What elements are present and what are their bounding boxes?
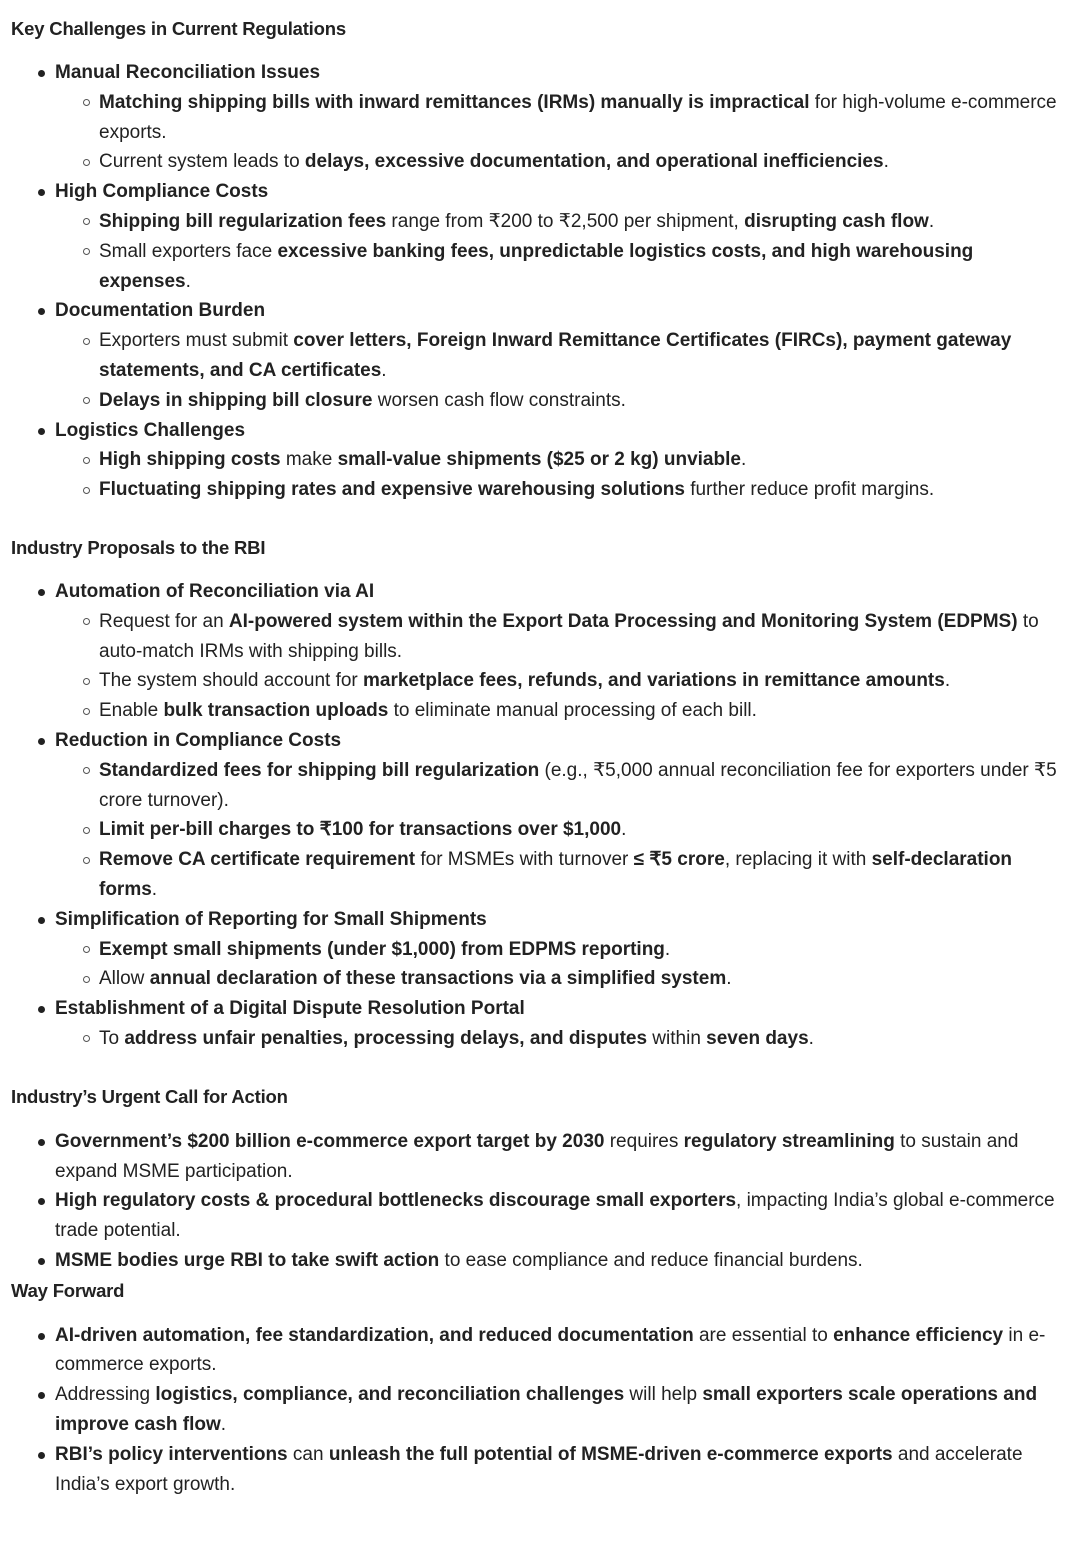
bold-text: self-declaration forms <box>99 849 1013 900</box>
bold-text: regulatory streamlining <box>683 1130 895 1152</box>
bullet-icon <box>83 708 90 715</box>
sub-list-item <box>55 237 1068 297</box>
text: . <box>726 968 732 990</box>
sub-list <box>55 88 1068 177</box>
bullet-icon <box>38 917 45 924</box>
text: can <box>287 1443 329 1465</box>
bullet-icon <box>83 99 90 106</box>
list-item <box>11 1321 1068 1381</box>
text: make <box>280 449 338 471</box>
bold-text: AI-driven automation, fee standardization, and reduced documentation <box>55 1324 694 1346</box>
bullet-icon <box>38 428 45 435</box>
item-title: Simplification of Reporting for Small Shipments <box>55 908 487 930</box>
sub-list-item <box>55 88 1068 148</box>
bold-text: Government’s $200 billion e-commerce export target by 2030 <box>55 1130 605 1152</box>
list-item <box>11 577 1068 726</box>
bullet-icon <box>83 618 90 625</box>
sub-list-item <box>55 207 1068 237</box>
text: . <box>151 878 158 900</box>
text: . <box>664 938 671 960</box>
item-title: Establishment of a Digital Dispute Resolution Portal <box>55 998 525 1020</box>
text: in e-commerce exports. <box>55 1324 1046 1376</box>
bullet-icon <box>83 976 90 983</box>
text: . <box>185 270 191 292</box>
text: . <box>928 210 935 232</box>
bold-text: AI-powered system within the Export Data Processing and Monitoring System (EDPMS) <box>228 610 1018 632</box>
section-urgent-call <box>11 1082 1068 1276</box>
sub-list-item <box>55 1024 1068 1054</box>
item-title: Automation of Reconciliation via AI <box>55 580 375 602</box>
bold-text: High regulatory costs & procedural bottlenecks discourage small exporters <box>55 1190 737 1212</box>
bullet-icon <box>83 457 90 464</box>
text: . <box>883 151 889 173</box>
bullet-icon <box>38 1198 45 1205</box>
bold-text: delays, excessive documentation, and operational inefficiencies <box>304 151 884 173</box>
bullet-icon <box>83 767 90 774</box>
item-title: High Compliance Costs <box>55 181 269 203</box>
list-item <box>11 296 1068 415</box>
bold-text: Matching shipping bills with inward remittances (IRMs) manually is impractical <box>99 91 810 113</box>
bullet-icon <box>83 946 90 953</box>
text: Small exporters face <box>99 240 278 262</box>
bold-text: Fluctuating shipping rates and expensive warehousing solutions <box>99 479 685 501</box>
text: to eliminate manual processing of each bill. <box>388 700 757 722</box>
bullet-icon <box>83 1035 90 1042</box>
section-heading: Key Challenges in Current Regulations <box>11 18 346 39</box>
item-title: Reduction in Compliance Costs <box>55 729 342 751</box>
sub-list-item <box>55 935 1068 965</box>
bullet-icon <box>83 397 90 404</box>
section-industry-proposals <box>11 533 1068 1054</box>
sub-list-item <box>55 147 1068 177</box>
bold-text: Remove CA certificate requirement <box>99 849 416 871</box>
sub-list <box>55 935 1068 995</box>
bold-text: disrupting cash flow <box>744 210 929 232</box>
bullet-icon <box>83 827 90 834</box>
item-title: Documentation Burden <box>55 300 266 322</box>
bold-text: Standardized fees for shipping bill regularization <box>99 759 540 781</box>
sub-list <box>55 756 1068 905</box>
section-way-forward <box>11 1276 1068 1500</box>
bold-text: annual declaration of these transactions via a simplified system <box>149 968 727 990</box>
bold-text: logistics, compliance, and reconciliation challenges <box>155 1384 625 1406</box>
text: for MSMEs with turnover <box>415 849 634 871</box>
text: to ease compliance and reduce financial burdens. <box>439 1249 863 1271</box>
text: . <box>381 359 387 381</box>
bold-text: excessive banking fees, unpredictable logistics costs, and high warehousing expenses <box>99 240 974 292</box>
sub-list-item <box>55 386 1068 416</box>
list-item <box>11 905 1068 994</box>
item-title: Logistics Challenges <box>55 419 246 441</box>
text: . <box>944 670 951 692</box>
bold-text: enhance efficiency <box>833 1324 1004 1346</box>
bold-text: seven days <box>706 1027 809 1049</box>
text: Request for an <box>99 610 229 632</box>
bold-text: MSME bodies urge RBI to take swift action <box>55 1249 440 1271</box>
bold-text: Delays in shipping bill closure <box>99 389 373 411</box>
text: to auto-match IRMs with shipping bills. <box>99 610 1039 662</box>
bullet-icon <box>38 589 45 596</box>
text: Exporters must submit <box>99 330 294 352</box>
sub-list <box>55 207 1068 296</box>
bold-text: address unfair penalties, processing delays, and disputes <box>124 1027 648 1049</box>
text: to sustain and expand MSME participation. <box>55 1130 1019 1182</box>
text: Enable <box>99 700 164 722</box>
sub-list-item <box>55 696 1068 726</box>
list-item <box>11 994 1068 1054</box>
text: To <box>99 1027 125 1049</box>
bullet-icon <box>83 487 90 494</box>
text: Current system leads to <box>99 151 305 173</box>
bullet-icon <box>38 70 45 77</box>
text: are essential to <box>693 1324 834 1346</box>
bullet-icon <box>38 1139 45 1146</box>
bullet-icon <box>83 678 90 685</box>
bold-text: ≤ ₹5 crore <box>633 849 725 871</box>
bold-text: unleash the full potential of MSME-driven e-commerce exports <box>328 1443 893 1465</box>
section-heading: Industry’s Urgent Call for Action <box>11 1085 288 1107</box>
text: . <box>740 449 747 471</box>
section-heading: Industry Proposals to the RBI <box>11 536 266 558</box>
text: further reduce profit margins. <box>684 479 935 501</box>
sub-list-item <box>55 666 1068 696</box>
text: worsen cash flow constraints. <box>372 389 626 411</box>
bullet-icon <box>83 248 90 255</box>
bullet-list <box>11 58 1068 505</box>
text: will help <box>624 1384 703 1406</box>
sub-list-item <box>55 964 1068 994</box>
text: . <box>621 819 627 841</box>
bold-text: marketplace fees, refunds, and variations in remittance amounts <box>363 670 945 692</box>
list-item <box>11 177 1068 296</box>
bold-text: bulk transaction uploads <box>163 700 389 722</box>
sub-list-item <box>55 845 1068 905</box>
text: range from ₹200 to ₹2,500 per shipment, <box>386 210 745 232</box>
list-item <box>11 1246 1068 1276</box>
text: Allow <box>99 968 150 990</box>
text: Addressing <box>55 1384 156 1406</box>
bullet-list <box>11 1321 1068 1500</box>
text: (e.g., ₹5,000 annual reconciliation fee for exporters under ₹5 crore turnover). <box>99 759 1057 811</box>
bullet-list <box>11 577 1068 1054</box>
bold-text: small exporters scale operations and improve cash flow <box>55 1384 1038 1436</box>
bullet-icon <box>83 338 90 345</box>
bullet-icon <box>38 1452 45 1459</box>
text: , impacting India’s global e-commerce trade potential. <box>55 1190 1055 1242</box>
bullet-icon <box>38 189 45 196</box>
bold-text: small-value shipments ($25 or 2 kg) unviable <box>337 449 741 471</box>
bullet-icon <box>38 1333 45 1340</box>
list-item <box>11 416 1068 505</box>
sub-list-item <box>55 756 1068 816</box>
list-item <box>11 726 1068 905</box>
section-key-challenges <box>11 14 1068 505</box>
text: The system should account for <box>99 670 364 692</box>
sub-list-item <box>55 326 1068 386</box>
text: requires <box>604 1130 684 1152</box>
sub-list <box>55 445 1068 505</box>
text: , replacing it with <box>724 849 872 871</box>
list-item <box>11 1440 1068 1500</box>
bullet-icon <box>83 218 90 225</box>
item-title: Manual Reconciliation Issues <box>55 62 321 83</box>
bullet-icon <box>38 1258 45 1265</box>
sub-list <box>55 326 1068 415</box>
bullet-icon <box>38 308 45 315</box>
bullet-icon <box>83 159 90 166</box>
text: . <box>808 1027 814 1049</box>
sub-list-item <box>55 445 1068 475</box>
text: and accelerate India’s export growth. <box>55 1443 1023 1495</box>
bullet-icon <box>38 1006 45 1013</box>
sub-list-item <box>55 475 1068 505</box>
bold-text: cover letters, Foreign Inward Remittance Certificates (FIRCs), payment gateway statements, and CA certificates <box>99 330 1012 381</box>
sub-list-item <box>55 607 1068 667</box>
list-item <box>11 1186 1068 1246</box>
bold-text: High shipping costs <box>99 449 281 471</box>
list-item <box>11 58 1068 177</box>
bold-text: Limit per-bill charges to ₹100 for transactions over $1,000 <box>99 819 622 841</box>
text: within <box>647 1027 707 1049</box>
text: for high-volume e-commerce exports. <box>99 91 1057 143</box>
text: . <box>220 1414 227 1436</box>
bullet-icon <box>83 857 90 864</box>
bold-text: RBI’s policy interventions <box>55 1443 288 1465</box>
sub-list <box>55 607 1068 726</box>
sub-list <box>55 1024 1068 1054</box>
bold-text: Exempt small shipments (under $1,000) from EDPMS reporting <box>99 938 665 960</box>
list-item <box>11 1127 1068 1187</box>
bold-text: Shipping bill regularization fees <box>99 210 387 232</box>
bullet-icon <box>38 1392 45 1399</box>
bullet-icon <box>38 738 45 745</box>
list-item <box>11 1380 1068 1440</box>
sub-list-item <box>55 815 1068 845</box>
bullet-list <box>11 1127 1068 1276</box>
section-heading: Way Forward <box>11 1279 125 1301</box>
